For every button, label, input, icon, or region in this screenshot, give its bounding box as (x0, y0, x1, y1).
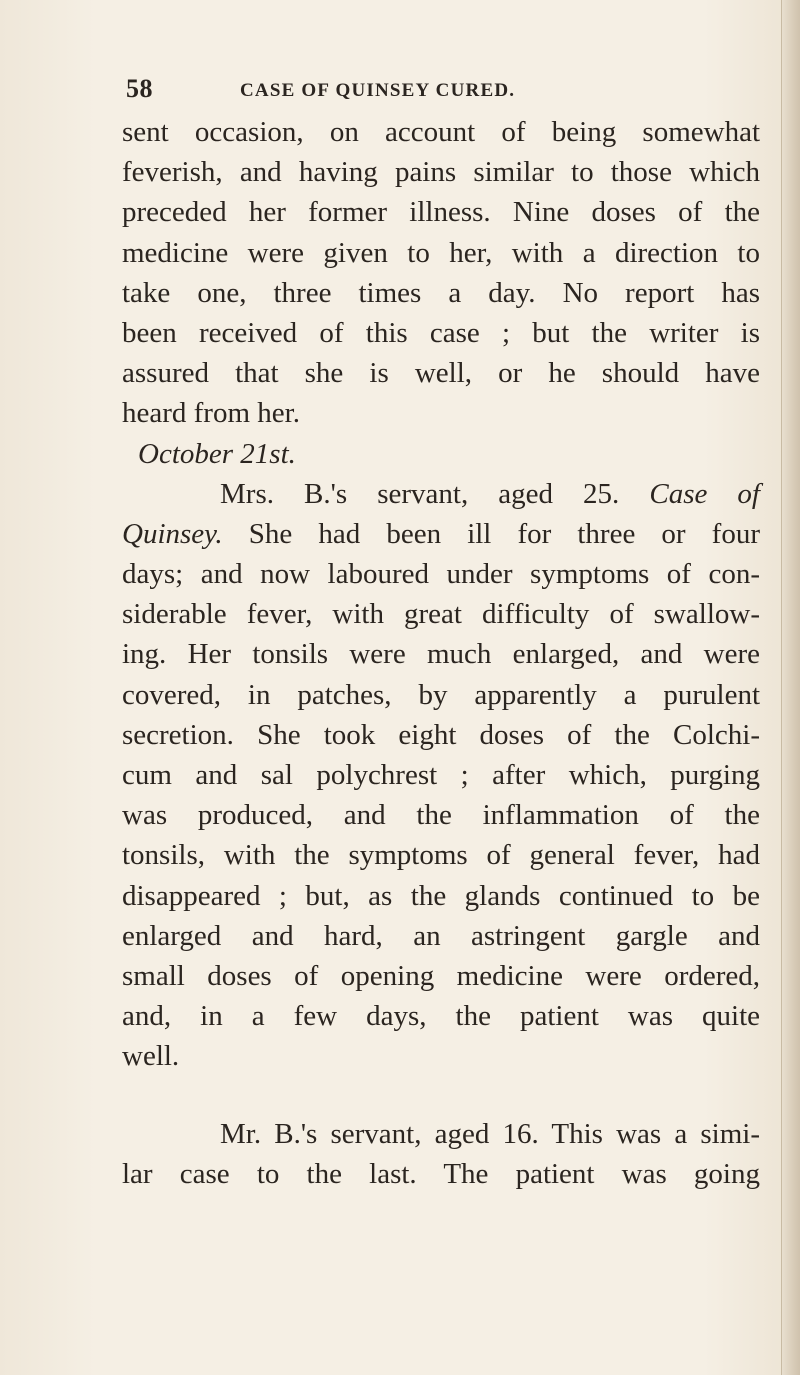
text-line (122, 514, 760, 554)
text-line: siderable fever, with great difficulty of swallow- (122, 598, 760, 631)
text-line: disappeared ; but, as the glands continued to be (122, 879, 760, 912)
text-line: heard from her. (122, 397, 300, 430)
case-label: Case of (649, 477, 760, 510)
text-line: lar case to the last. The patient was going (122, 1157, 760, 1190)
text-line: secretion. She took eight doses of the Colchi- (122, 718, 760, 751)
text-line: assured that she is well, or he should have (122, 357, 760, 390)
date-heading (122, 434, 760, 474)
text-line: sent occasion, on account of being somewhat (122, 116, 760, 148)
page-number: 58 (126, 74, 153, 103)
text-line: been received of this case ; but the writer is (122, 316, 760, 349)
text-line: preceded her former illness. Nine doses of the (122, 196, 760, 229)
text-line: Mr. B.'s servant, aged 16. This was a simi- (220, 1117, 760, 1150)
text-line: was produced, and the inflammation of the (122, 799, 760, 832)
text-line: cum and sal polychrest ; after which, purging (122, 759, 760, 791)
text-line: feverish, and having pains similar to those which (122, 156, 760, 189)
case-lead: Mrs. B.'s servant, aged 25. (220, 477, 620, 510)
running-title: CASE OF QUINSEY CURED. (240, 80, 516, 101)
body-text (122, 112, 760, 1194)
text-line: tonsils, with the symptoms of general fever, had (122, 839, 760, 872)
paragraph-gap (122, 1077, 760, 1114)
text-line: ing. Her tonsils were much enlarged, and were (122, 638, 760, 671)
text-line: medicine were given to her, with a direction to (122, 236, 760, 269)
page-edge (781, 0, 800, 1375)
case-heading-line (122, 474, 760, 514)
page-header (126, 74, 686, 110)
text-line: and, in a few days, the patient was quite (122, 1000, 760, 1033)
text-segment: She had been ill for three or four (222, 517, 760, 550)
date-text: October 21st. (138, 437, 296, 470)
text-line: small doses of opening medicine were ordered, (122, 959, 760, 992)
text-line: days; and now laboured under symptoms of con- (122, 558, 760, 591)
text-line: covered, in patches, by apparently a purulent (122, 678, 760, 711)
text-line: well. (122, 1040, 180, 1073)
text-line: enlarged and hard, an astringent gargle and (122, 919, 760, 952)
case-name: Quinsey. (122, 517, 223, 550)
text-line: take one, three times a day. No report has (122, 276, 760, 309)
